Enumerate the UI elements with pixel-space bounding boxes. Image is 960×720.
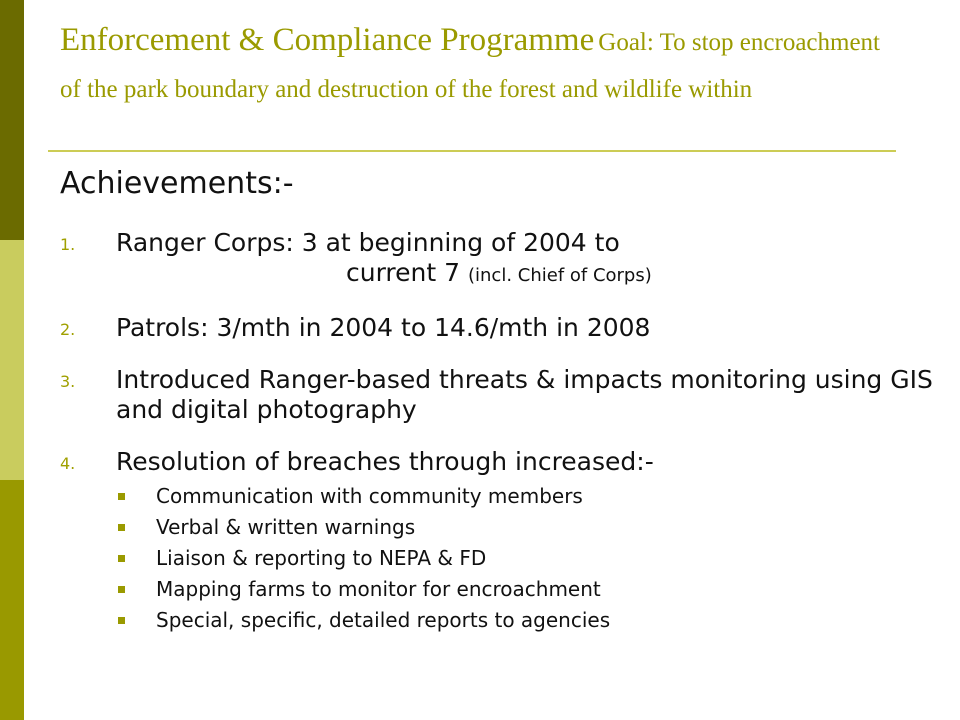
sub-bullet-list: [116, 481, 940, 636]
list-item-text: Resolution of breaches through increased:-: [116, 447, 654, 476]
list-item-continuation: [116, 258, 940, 291]
achievements-heading: Achievements:-: [60, 166, 294, 201]
sub-bullet-text: Communication with community members: [156, 484, 583, 508]
sub-bullet-item: [116, 574, 940, 605]
side-band-top: [0, 0, 24, 240]
square-bullet-icon: [118, 555, 125, 562]
list-item-text: Ranger Corps: 3 at beginning of 2004 to: [116, 228, 620, 257]
list-item-1: [60, 228, 940, 291]
sub-bullet-item: [116, 543, 940, 574]
list-number: 4.: [60, 454, 76, 473]
square-bullet-icon: [118, 586, 125, 593]
square-bullet-icon: [118, 524, 125, 531]
list-item-text-2: current 7: [346, 258, 461, 287]
sub-bullet-text: Mapping farms to monitor for encroachment: [156, 577, 601, 601]
list-number: 2.: [60, 320, 76, 339]
list-item-note: (incl. Chief of Corps): [468, 265, 652, 286]
list-item-2: [60, 313, 940, 343]
list-item-3: [60, 365, 940, 425]
sub-bullet-text: Special, specific, detailed reports to agencies: [156, 608, 611, 632]
square-bullet-icon: [118, 617, 125, 624]
sub-bullet-item: [116, 481, 940, 512]
square-bullet-icon: [118, 493, 125, 500]
list-item-4: [60, 447, 940, 636]
title-divider: [48, 150, 896, 152]
sub-bullet-text: Verbal & written warnings: [156, 515, 416, 539]
list-number: 1.: [60, 235, 76, 254]
list-item-text: Patrols: 3/mth in 2004 to 14.6/mth in 2008: [116, 313, 651, 342]
title-goal: Goal: To stop encroachment of the park boundary and destruction of the forest and wildlife within: [60, 29, 881, 103]
sub-bullet-item: [116, 512, 940, 543]
title-main: Enforcement & Compliance Programme: [60, 22, 595, 58]
list-item-text: Introduced Ranger-based threats & impacts monitoring using GIS and digital photography: [116, 365, 933, 424]
sub-bullet-text: Liaison & reporting to NEPA & FD: [156, 546, 487, 570]
side-band-bottom: [0, 480, 24, 720]
achievements-list: [60, 228, 940, 636]
list-number: 3.: [60, 372, 76, 391]
side-band-middle: [0, 240, 24, 480]
slide-title: [60, 18, 900, 115]
sub-bullet-item: [116, 605, 940, 636]
